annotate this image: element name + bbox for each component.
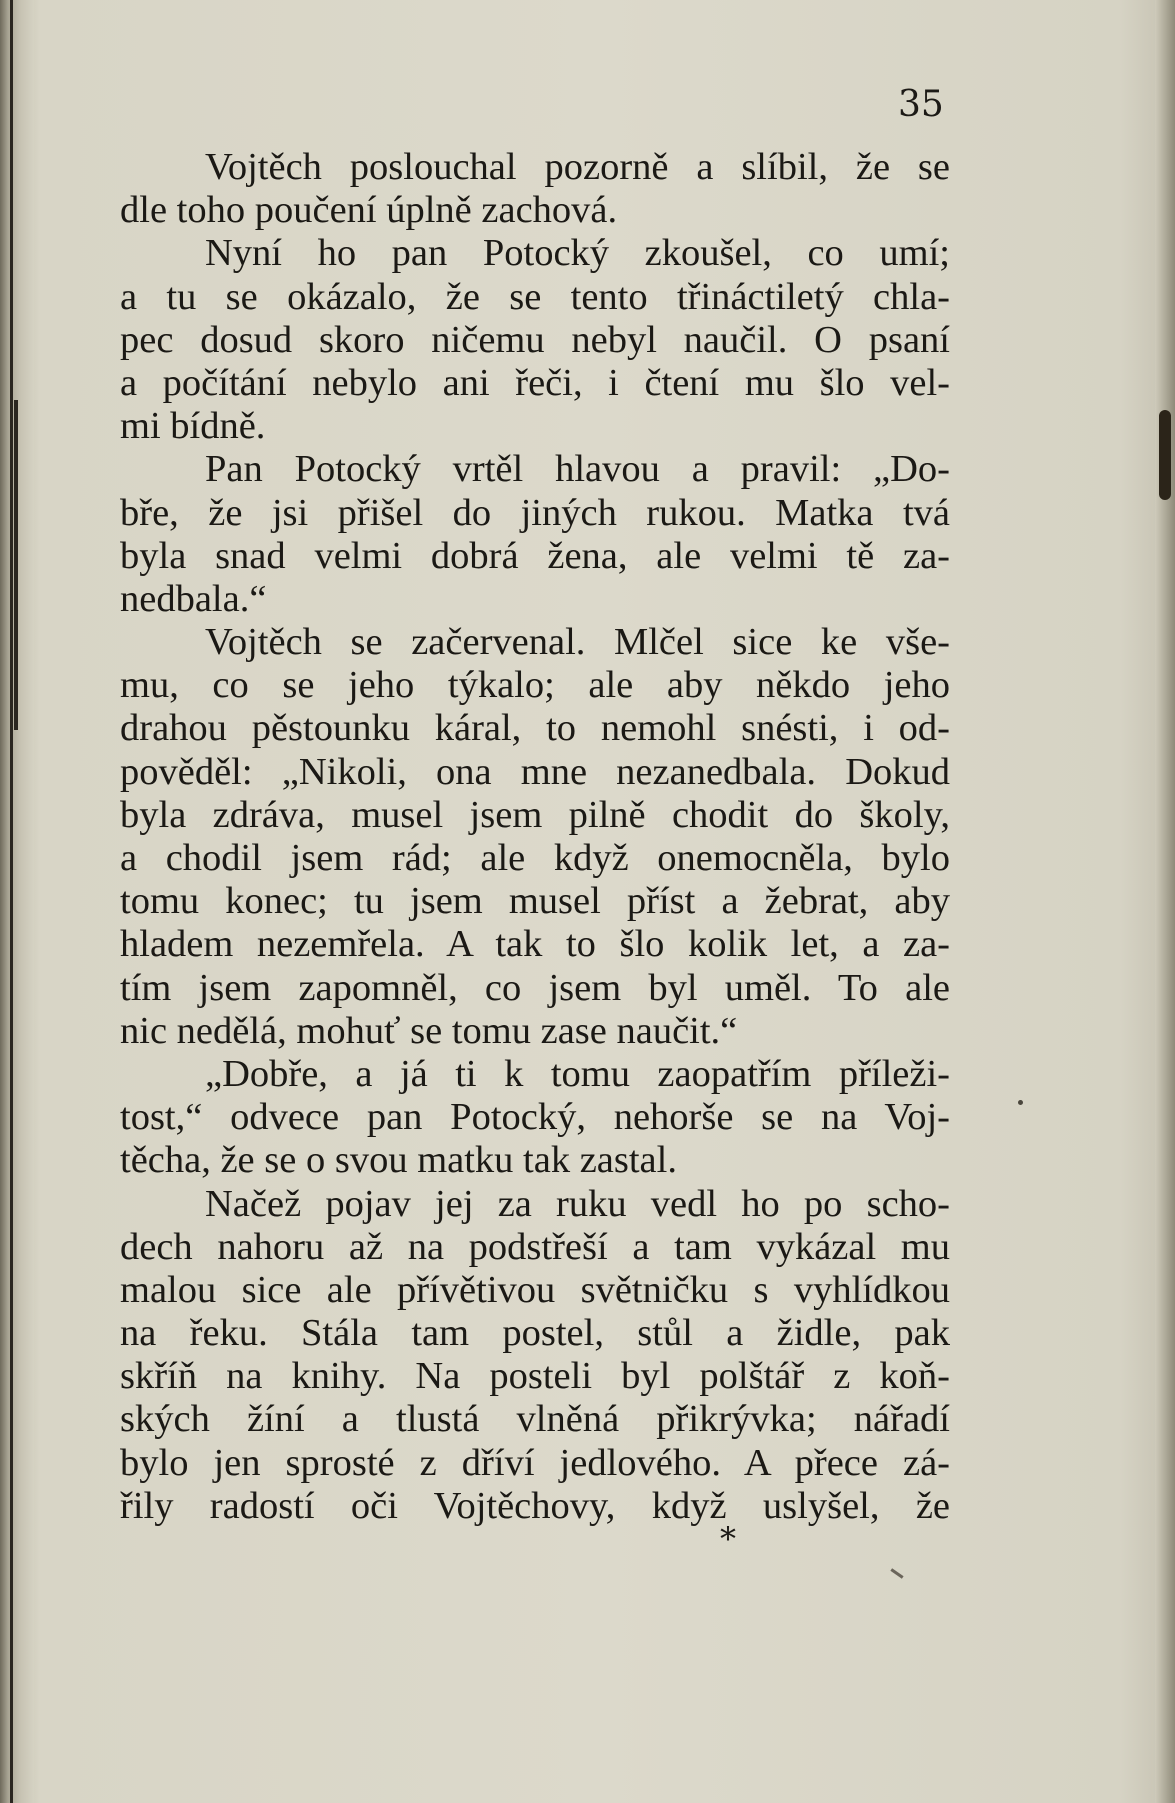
text-line: „Dobře, a já ti k tomu zaopatřím příleži- — [205, 1052, 950, 1095]
text-line: pověděl: „Nikoli, ona mne nezanedbala. Dokud — [120, 750, 950, 793]
text-line: a tu se okázalo, že se tento třináctiletý chla- — [120, 275, 950, 318]
page-edge-mark — [1159, 410, 1171, 500]
body-text — [120, 146, 950, 1528]
text-line: tím jsem zapomněl, co jsem byl uměl. To ale — [120, 966, 950, 1009]
text-line: pec dosud skoro ničemu nebyl naučil. O psaní — [120, 318, 950, 361]
text-line: a počítání nebylo ani řeči, i čtení mu šlo vel- — [120, 361, 950, 404]
text-line: mi bídně. — [120, 405, 266, 448]
text-line: řily radostí oči Vojtěchovy, když uslyšel, že — [120, 1484, 950, 1527]
text-line: skříň na knihy. Na posteli byl polštář z koň- — [120, 1355, 950, 1398]
text-line: mu, co se jeho týkalo; ale aby někdo jeho — [120, 664, 950, 707]
text-line: byla zdráva, musel jsem pilně chodit do školy, — [120, 793, 950, 836]
text-line: a chodil jsem rád; ale když onemocněla, bylo — [120, 837, 950, 879]
text-line: Načež pojav jej za ruku vedl ho po scho- — [205, 1182, 950, 1225]
text-line: Vojtěch poslouchal pozorně a slíbil, že se — [205, 146, 950, 188]
text-line: byla snad velmi dobrá žena, ale velmi tě za- — [120, 534, 950, 577]
text-line: hladem nezemřela. A tak to šlo kolik let, a za- — [120, 923, 950, 966]
text-line: dech nahoru až na podstřeší a tam vykázal mu — [120, 1225, 950, 1268]
text-line: bylo jen sprosté z dříví jedlového. A přece zá- — [120, 1441, 950, 1484]
paper-speck — [890, 1568, 903, 1578]
text-line: bře, že jsi přišel do jiných rukou. Matka tvá — [120, 491, 950, 534]
spine-edge-line — [10, 0, 13, 1803]
signature-mark: * — [720, 1520, 736, 1558]
page-number: 35 — [898, 84, 944, 125]
book-spine-shadow — [0, 0, 34, 1803]
text-line: malou sice ale přívětivou světničku s vyhlídkou — [120, 1268, 950, 1311]
text-line: těcha, že se o svou matku tak zastal. — [120, 1139, 677, 1182]
text-line: tost,“ odvece pan Potocký, nehorše se na Voj- — [120, 1096, 950, 1139]
text-line: dle toho poučení úplně zachová. — [120, 189, 618, 232]
text-line: nic nedělá, mohuť se tomu zase naučit.“ — [120, 1009, 738, 1052]
spine-thread-mark — [14, 400, 18, 730]
text-line: Pan Potocký vrtěl hlavou a pravil: „Do- — [205, 448, 950, 491]
paper-speck — [1018, 1100, 1023, 1105]
text-line: ských žíní a tlustá vlněná přikrývka; nářadí — [120, 1398, 950, 1441]
page-right-edge — [1155, 0, 1175, 1803]
text-line: Nyní ho pan Potocký zkoušel, co umí; — [205, 232, 950, 275]
text-line: Vojtěch se začervenal. Mlčel sice ke vše- — [205, 621, 950, 664]
text-line: tomu konec; tu jsem musel příst a žebrat, aby — [120, 880, 950, 923]
text-line: nedbala.“ — [120, 577, 267, 620]
text-line: na řeku. Stála tam postel, stůl a židle, pak — [120, 1312, 950, 1355]
text-line: drahou pěstounku káral, to nemohl snésti, i od- — [120, 707, 950, 750]
